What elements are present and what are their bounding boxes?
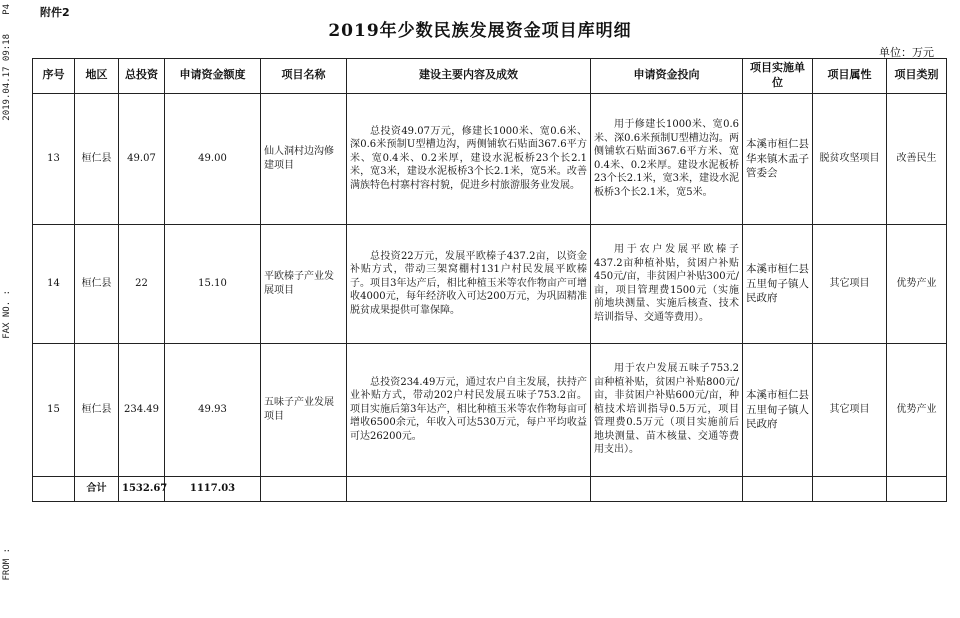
total-investment: 1532.67 — [119, 476, 165, 501]
total-empty-direction — [591, 476, 743, 501]
cell-no: 15 — [33, 343, 75, 476]
cell-region: 桓仁县 — [75, 93, 119, 224]
total-label: 合计 — [75, 476, 119, 501]
header-no: 序号 — [33, 59, 75, 94]
header-region: 地区 — [75, 59, 119, 94]
document-title: 2019年少数民族发展资金项目库明细 — [328, 21, 632, 41]
direction-text: 用于修建长1000米、宽0.6米、深0.6米预制U型槽边沟。两侧铺软石贴面367.6平方米、宽0.4米、0.2米厚。建设水泥板桥23个长2.1米，宽3米，建设水泥板桥3个长2.1米，宽5米。 — [594, 119, 739, 198]
cell-content — [347, 93, 591, 224]
header-attribute: 项目属性 — [813, 59, 887, 94]
total-empty-unit — [743, 476, 813, 501]
content-text: 总投资22万元，发展平欧榛子437.2亩，以资金补贴方式，带动三架窝棚村131户村民发展平欧榛子。项目3年达产后，相比种植玉米等农作物亩产可增收4000元，每年经济收入可达200万元，为巩固精准脱贫成果提供可靠保障。 — [350, 250, 587, 316]
cell-region: 桓仁县 — [75, 343, 119, 476]
cell-unit: 本溪市桓仁县五里甸子镇人民政府 — [743, 343, 813, 476]
cell-attribute: 脱贫攻坚项目 — [813, 93, 887, 224]
total-empty-category — [887, 476, 947, 501]
cell-direction — [591, 224, 743, 343]
cell-applied: 49.93 — [165, 343, 261, 476]
fax-page-number: P4 — [2, 4, 12, 15]
cell-name: 五味子产业发展项目 — [261, 343, 347, 476]
fax-from-label: FROM : — [2, 548, 12, 581]
cell-content — [347, 224, 591, 343]
cell-category: 改善民生 — [887, 93, 947, 224]
table-row — [33, 93, 947, 224]
table-header-row — [33, 59, 947, 94]
cell-category: 优势产业 — [887, 224, 947, 343]
fax-header-strip — [2, 0, 18, 618]
total-row — [33, 476, 947, 501]
total-empty-name — [261, 476, 347, 501]
content-text: 总投资49.07万元，修建长1000米、宽0.6米、深0.6米预制U型槽边沟，两侧铺软石贴面367.6平方米、宽0.4米、0.2米厚，建设水泥板桥23个长2.1米，宽3米，建设水泥板桥3个长2.1米，宽5米。改善满族特色村寨村容村貌，促进乡村旅游服务业发展。 — [350, 125, 587, 191]
total-empty-no — [33, 476, 75, 501]
unit-label: 单位：万元 — [879, 46, 934, 59]
project-table — [32, 58, 947, 502]
cell-unit: 本溪市桓仁县五里甸子镇人民政府 — [743, 224, 813, 343]
cell-region: 桓仁县 — [75, 224, 119, 343]
cell-direction — [591, 93, 743, 224]
content-text: 总投资234.49万元，通过农户自主发展，扶持产业补贴方式，带动202户村民发展五味子753.2亩。项目实施后第3年达产，相比种植玉米等农作物每亩可增收6500余元，年收入可达530万元，每户平均收益可达26200元。 — [350, 376, 587, 442]
cell-attribute: 其它项目 — [813, 343, 887, 476]
cell-no: 14 — [33, 224, 75, 343]
cell-attribute: 其它项目 — [813, 224, 887, 343]
header-category: 项目类别 — [887, 59, 947, 94]
header-unit: 项目实施单位 — [743, 59, 813, 94]
header-name: 项目名称 — [261, 59, 347, 94]
header-total: 总投资 — [119, 59, 165, 94]
header-direction: 申请资金投向 — [591, 59, 743, 94]
total-applied: 1117.03 — [165, 476, 261, 501]
cell-applied: 49.00 — [165, 93, 261, 224]
table-row — [33, 224, 947, 343]
fax-datetime: 2019.04.17 09:18 — [2, 34, 12, 121]
header-applied: 申请资金额度 — [165, 59, 261, 94]
fax-number-label: FAX NO. : — [2, 290, 12, 339]
total-empty-attribute — [813, 476, 887, 501]
cell-total: 22 — [119, 224, 165, 343]
cell-applied: 15.10 — [165, 224, 261, 343]
direction-text: 用于农户发展五味子753.2亩种植补贴，贫困户补贴800元/亩，非贫困户补贴600元/亩，种植技术培训指导0.5万元，项目管理费0.5万元（项目实施前后地块测量、苗木核量、交通等费用支出）。 — [594, 363, 739, 456]
cell-no: 13 — [33, 93, 75, 224]
table-row — [33, 343, 947, 476]
header-content: 建设主要内容及成效 — [347, 59, 591, 94]
cell-total: 234.49 — [119, 343, 165, 476]
attachment-label: 附件2 — [40, 6, 70, 19]
total-empty-content — [347, 476, 591, 501]
direction-text: 用于农户发展平欧榛子437.2亩种植补贴，贫困户补贴450元/亩，非贫困户补贴300元/亩，项目管理费1500元（实施前地块测量、实施后核查、技术培训指导、交通等费用）。 — [594, 244, 739, 323]
cell-direction — [591, 343, 743, 476]
cell-name: 平欧榛子产业发展项目 — [261, 224, 347, 343]
cell-unit: 本溪市桓仁县华来镇木盂子管委会 — [743, 93, 813, 224]
cell-total: 49.07 — [119, 93, 165, 224]
cell-category: 优势产业 — [887, 343, 947, 476]
cell-content — [347, 343, 591, 476]
cell-name: 仙人洞村边沟修建项目 — [261, 93, 347, 224]
